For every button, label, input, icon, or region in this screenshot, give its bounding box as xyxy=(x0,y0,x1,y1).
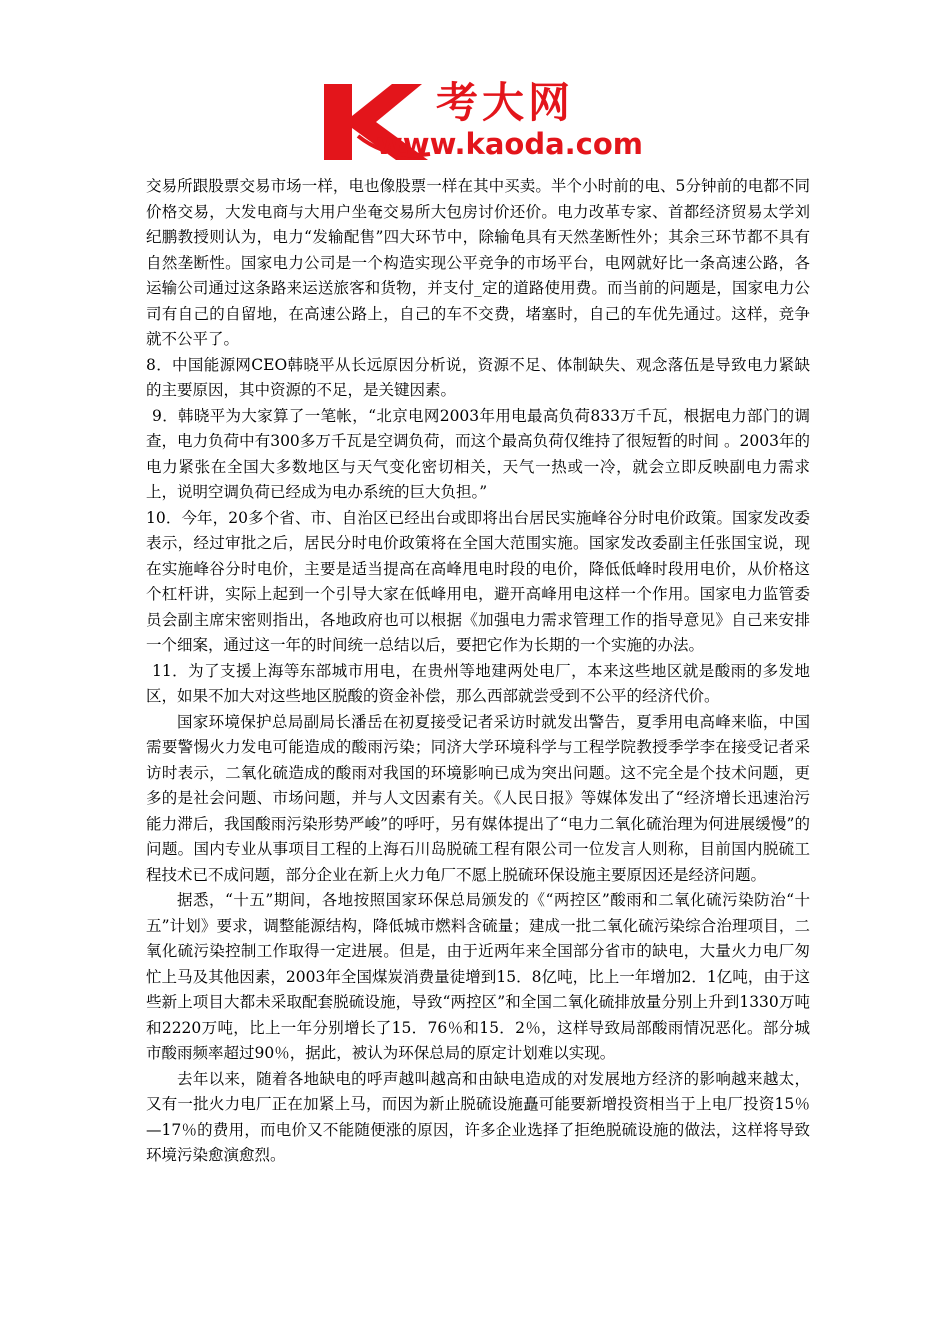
paragraph: 国家环境保护总局副局长潘岳在初夏接受记者采访时就发出警告，夏季用电高峰来临，中国需要警惕火力发电可能造成的酸雨污染；同济大学环境科学与工程学院教授季学李在接受记者采访时表示，二氧化硫造成的酸雨对我国的环境影响已成为突出问题。这不完全是个技术问题，更多的是社会问题、市场问题，并与人文因素有关。《人民日报》等媒体发出了“经济增长迅速治污能力滞后，我国酸雨污染形势严峻”的呼吁，另有媒体提出了“电力二氧化硫治理为何进展缓慢”的问题。国内专业从事项目工程的上海石川岛脱硫工程有限公司一位发言人则称，目前国内脱硫工程技术已不成问题，部分企业在新上火力龟厂不愿上脱硫环保设施主要原因还是经济问题。 xyxy=(146,712,810,884)
paragraph: 8．中国能源网CEO韩晓平从长远原因分析说，资源不足、体制缺失、观念落伍是导致电力紧缺的主要原因，其中资源的不足，是关键因素。 xyxy=(146,355,810,399)
paragraph: 11．为了支援上海等东部城市用电，在贵州等地建两处电厂，本来这些地区就是酸雨的多发地区，如果不加大对这些地区脱酸的资金补偿，那么西部就尝受到不公平的经济代价。 xyxy=(146,661,810,705)
logo-url: www.kaoda.com xyxy=(376,127,643,161)
paragraph: 9．韩晓平为大家算了一笔帐，“北京电网2003年用电最高负荷833万千瓦，根据电力部门的调查，电力负荷中有300多万千瓦是空调负荷，而这个最高负荷仅维持了很短暂的时间 。2003年的电力紧张在全国大多数地区与天气变化密切相关，天气一热或一冷，就会立即反映副电力需求上，说明空调负荷已经成为电办系统的巨大负担。” xyxy=(146,406,810,501)
paragraph: 10．今年，20多个省、市、自治区已经出台或即将出台居民实施峰谷分时电价政策。国家发改委表示，经过审批之后，居民分时电价政策将在全国大范围实施。国家发改委副主任张国宝说，现在实施峰谷分时电价，主要是适当提高在高峰甩电时段的电价，降低低峰时段用电价，从价格这个杠杆讲，实际上起到一个引导大家在低峰用电，避开高峰用电这样一个作用。国家电力监管委员会副主席宋密则指出，各地政府也可以根据《加强电力需求管理工作的指导意见》自己来安排一个细案，通过这一年的时间统一总结以后，要把它作为长期的一个实施的办法。 xyxy=(146,508,810,654)
paragraph: 交易所跟股票交易市场一样，电也像股票一样在其中买卖。半个小时前的电、5分钟前的电都不同价格交易，大发电商与大用户坐奄交易所大包房讨价还价。电力改革专家、首都经济贸易太学刘纪鹏教授则认为，电力“发输配售”四大环节中，除输龟具有天然垄断性外；其余三环节都不具有自然垄断性。国家电力公司是一个构造实现公平竞争的市场平台，电网就好比一条高速公路，各运输公司通过这条路来运送旅客和货物，并支付_定的道路使用费。而当前的问题是，国家电力公司有自己的自留地，在高速公路上，自己的车不交费，堵塞时，自己的车优先通过。这样，竞争就不公平了。 xyxy=(146,177,810,348)
logo-title: 考大网 xyxy=(436,78,575,127)
paragraph: 去年以来，随着各地缺电的呼声越叫越高和由缺电造成的对发展地方经济的影响越来越太，又有一批火力电厂正在加紧上马，而因为新止脱硫设施矗可能要新增投资相当于上电厂投资15％—17％的费用，而电价又不能随便涨的原因，许多企业选择了拒绝脱硫设施的做法，这样将导致环境污染愈演愈烈。 xyxy=(146,1069,810,1164)
site-logo xyxy=(318,78,648,164)
article-body xyxy=(146,174,810,1169)
paragraph: 据悉，“十五”期间，各地按照国家环保总局颁发的《“两控区”酸雨和二氧化硫污染防治“十五”计划》要求，调整能源结构，降低城市燃料含硫量；建成一批二氧化硫污染综合治理项目，二氧化硫污染控制工作取得一定进展。但是，由于近两年来全国部分省市的缺电，大量火力电厂匆忙上马及其他因素，2003年全国煤炭消费量徒增到15．8亿吨，比上一年增加2．1亿吨，由于这些新上项目大都未采取配套脱硫设施，导致“两控区”和全国二氧化硫排放量分别上升到1330万吨和2220万吨，比上一年分别增长了15．76％和15．2％，这样导致局部酸雨情况恶化。部分城市酸雨频率超过90％，据此，被认为环保总局的原定计划难以实现。 xyxy=(146,891,810,1062)
